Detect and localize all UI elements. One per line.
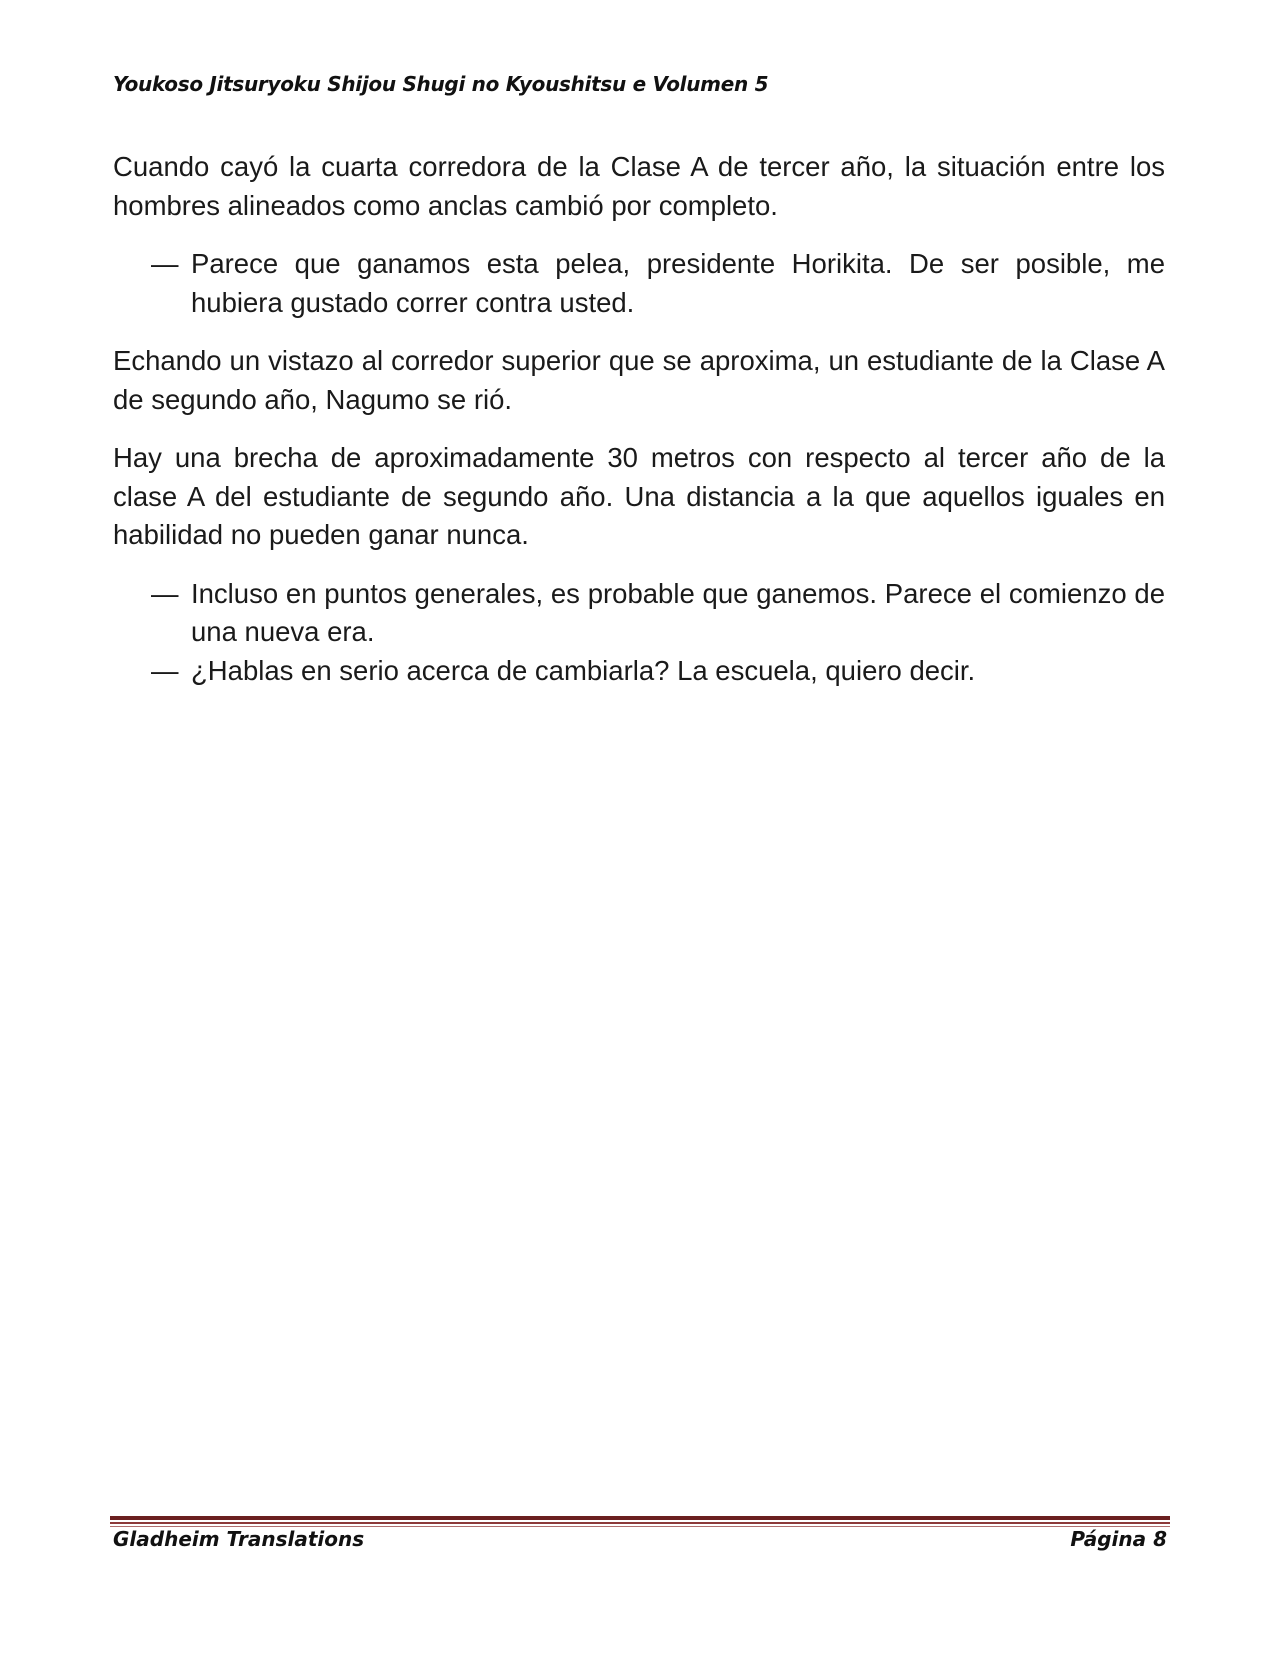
dialogue-dash: — xyxy=(151,248,179,279)
footer-credit: Gladheim Translations xyxy=(113,1527,365,1551)
footer-divider xyxy=(110,1516,1170,1527)
paragraph-3: Hay una brecha de aproximadamente 30 metros con respecto al tercer año de la clase A del estudiante de segundo año. Una distancia a la que aquellos iguales en habilidad no pueden ganar nunca. xyxy=(113,442,1165,550)
dialogue-line-2 xyxy=(151,575,1165,652)
dialogue-text-3: ¿Hablas en serio acerca de cambiarla? La escuela, quiero decir. xyxy=(191,654,976,686)
dialogue-line-1 xyxy=(151,245,1165,322)
dialogue-line-3 xyxy=(151,652,1165,691)
page-body xyxy=(113,148,1165,690)
dialogue-text-1: Parece que ganamos esta pelea, presidente Horikita. De ser posible, me hubiera gustado correr contra usted. xyxy=(191,248,1165,318)
dialogue-text-2: Incluso en puntos generales, es probable que ganemos. Parece el comienzo de una nueva era. xyxy=(191,577,1165,647)
paragraph-1: Cuando cayó la cuarta corredora de la Clase A de tercer año, la situación entre los hombres alineados como anclas cambió por completo. xyxy=(113,151,1165,221)
dialogue-dash: — xyxy=(151,654,179,686)
paragraph-2: Echando un vistazo al corredor superior que se aproxima, un estudiante de la Clase A de segundo año, Nagumo se rió. xyxy=(113,345,1165,415)
dialogue-dash: — xyxy=(151,577,179,609)
page-header-title: Youkoso Jitsuryoku Shijou Shugi no Kyoushitsu e Volumen 5 xyxy=(113,72,769,96)
page-number: Página 8 xyxy=(1070,1527,1167,1551)
